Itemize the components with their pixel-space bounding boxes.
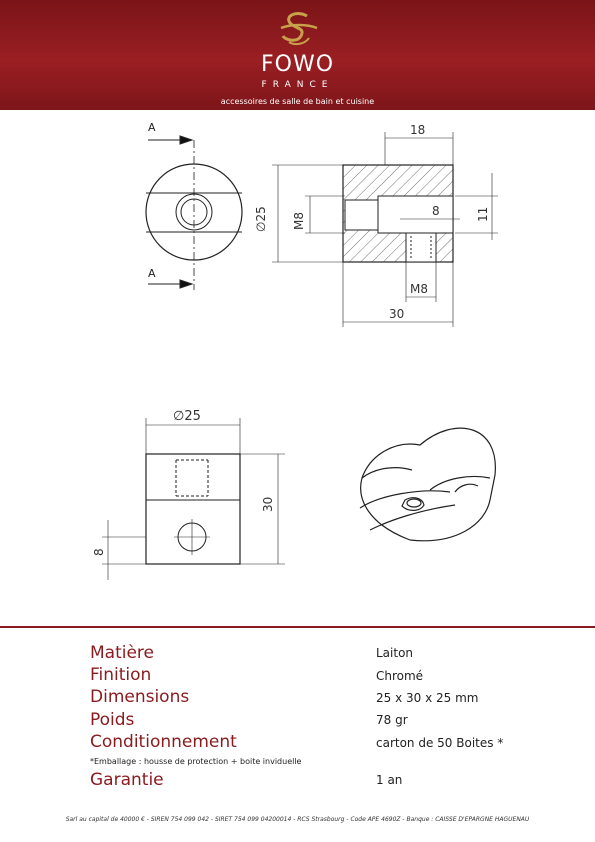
spec-label-poids: Poids bbox=[90, 710, 135, 730]
spec-value-matiere: Laiton bbox=[376, 646, 414, 660]
dim-30-vertical: 30 bbox=[261, 496, 275, 512]
brand-tagline: accessoires de salle de bain et cuisine bbox=[220, 97, 375, 106]
dim-m8-bottom: M8 bbox=[410, 282, 428, 296]
brand-name: FOWO bbox=[260, 52, 335, 77]
spec-label-dimensions: Dimensions bbox=[90, 687, 190, 707]
spec-label-conditionnement: Conditionnement bbox=[90, 732, 237, 752]
dim-11: 11 bbox=[476, 206, 490, 222]
dim-m8-vertical: M8 bbox=[292, 212, 306, 230]
dim-18: 18 bbox=[410, 123, 426, 137]
dim-diam-25-bottom: ∅25 bbox=[173, 409, 201, 424]
dim-30-horizontal: 30 bbox=[389, 307, 405, 321]
spec-value-conditionnement: carton de 50 Boites * bbox=[376, 736, 504, 750]
spec-label-matiere: Matière bbox=[90, 643, 155, 663]
dim-8-side: 8 bbox=[92, 548, 106, 556]
side-view bbox=[146, 454, 240, 564]
company-footer: Sarl au capital de 40000 € - SIREN 754 099 042 - SIRET 754 099 04200014 - RCS Strasbourg - Code APE 4690Z - Banque : CAISSE D'EPARGNE HAGUENAU bbox=[65, 816, 530, 823]
spec-value-garantie: 1 an bbox=[376, 773, 403, 787]
fowo-logo-icon bbox=[277, 10, 319, 48]
technical-drawing bbox=[0, 110, 595, 620]
front-view bbox=[146, 136, 242, 290]
spec-value-finition: Chromé bbox=[376, 669, 424, 683]
separator-line bbox=[0, 626, 595, 628]
section-mark-top: A bbox=[148, 121, 156, 134]
dim-8: 8 bbox=[432, 204, 440, 218]
spec-label-garantie: Garantie bbox=[90, 770, 164, 790]
header-banner bbox=[0, 0, 595, 110]
spec-value-poids: 78 gr bbox=[376, 713, 408, 727]
spec-label-finition: Finition bbox=[90, 665, 152, 685]
dim-diam-25: ∅25 bbox=[254, 206, 268, 232]
isometric-view bbox=[360, 428, 495, 541]
packaging-note: *Emballage : housse de protection + boite inviduelle bbox=[90, 757, 302, 766]
spec-value-dimensions: 25 x 30 x 25 mm bbox=[376, 691, 479, 705]
brand-country: FRANCE bbox=[261, 80, 334, 90]
section-mark-bottom: A bbox=[148, 267, 156, 280]
